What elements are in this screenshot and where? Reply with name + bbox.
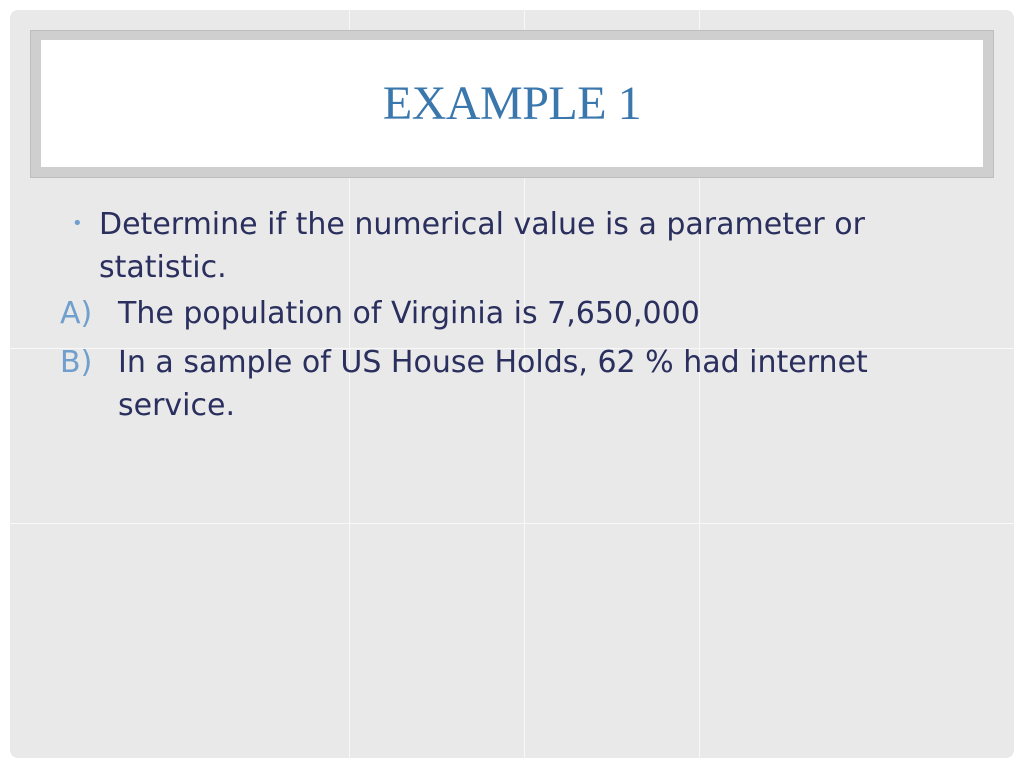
slide — [10, 10, 1014, 758]
list-text-a: The population of Virginia is 7,650,000 — [118, 296, 700, 331]
bullet-text: Determine if the numerical value is a parameter or statistic. — [99, 207, 865, 285]
list-marker-b: B) — [60, 345, 93, 380]
list-marker-a: A) — [60, 296, 93, 331]
slide-content — [10, 10, 1014, 758]
bullet-dot-icon: • — [72, 213, 83, 234]
list-text-b: In a sample of US House Holds, 62 % had internet service. — [118, 345, 868, 423]
slide-title: EXAMPLE 1 — [382, 77, 642, 130]
